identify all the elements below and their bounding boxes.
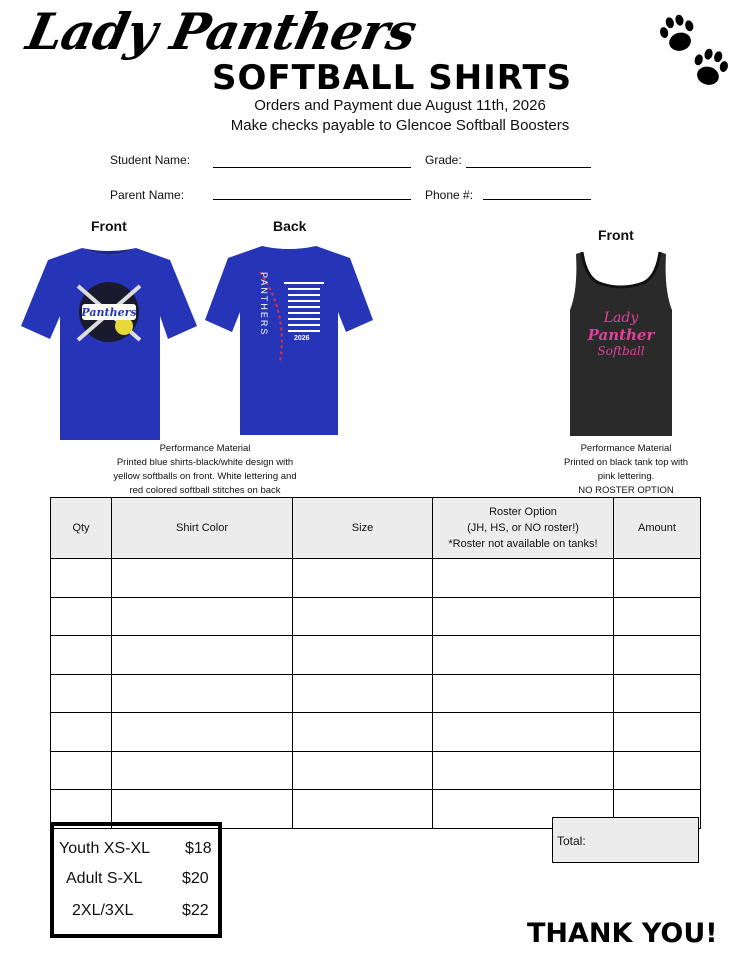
amount-cell[interactable] [614, 636, 701, 675]
tee-description-line: red colored softball stitches on back [129, 485, 281, 496]
table-row [51, 751, 701, 790]
table-row [51, 636, 701, 675]
roster-option-cell[interactable] [433, 597, 614, 636]
tank-front-label: Front [598, 227, 634, 243]
tee-back-label: Back [273, 218, 307, 234]
roster-option-cell[interactable] [433, 674, 614, 713]
amount-cell[interactable] [614, 597, 701, 636]
size-cell[interactable] [293, 559, 433, 598]
table-row [51, 674, 701, 713]
size-cell[interactable] [293, 674, 433, 713]
shirt-color-cell[interactable] [112, 674, 293, 713]
price-label: Adult S-XL [66, 870, 143, 887]
tank-description [546, 442, 706, 498]
order-table [50, 497, 701, 829]
tank-description-line: Printed on black tank top with [563, 457, 689, 468]
order-table-body [51, 559, 701, 829]
total-box[interactable] [552, 817, 699, 863]
due-date-line: Orders and Payment due August 11th, 2026 [254, 97, 546, 114]
tee-front-logo-text: Panthers [81, 306, 137, 319]
qty-cell[interactable] [51, 636, 112, 675]
phone-field[interactable] [483, 199, 591, 200]
grade-field[interactable] [466, 167, 591, 168]
table-row [51, 559, 701, 598]
roster-header-line: Roster Option [489, 506, 557, 518]
roster-header-line: *Roster not available on tanks! [448, 538, 598, 550]
roster-option-cell[interactable] [433, 636, 614, 675]
tank-print-line: Lady [603, 310, 639, 326]
size-header: Size [293, 498, 433, 559]
grade-label: Grade: [425, 153, 462, 167]
size-cell[interactable] [293, 790, 433, 829]
shirt-color-cell[interactable] [112, 751, 293, 790]
price-value: $18 [185, 840, 212, 857]
student-name-label: Student Name: [110, 153, 191, 167]
tank-front-image [568, 250, 674, 438]
price-label: 2XL/3XL [72, 902, 134, 919]
parent-name-label: Parent Name: [110, 188, 185, 202]
price-list [50, 822, 222, 938]
script-title: Lady Panthers [21, 2, 422, 61]
parent-name-field[interactable] [213, 199, 411, 200]
tank-description-line: pink lettering. [597, 471, 655, 482]
tee-back-vertical-text: PANTHERS [259, 272, 269, 337]
student-name-field[interactable] [213, 167, 411, 168]
page-title: SOFTBALL SHIRTS [212, 58, 573, 98]
qty-cell[interactable] [51, 559, 112, 598]
price-value: $20 [182, 870, 209, 887]
roster-option-cell[interactable] [433, 713, 614, 752]
amount-cell[interactable] [614, 674, 701, 713]
table-row [51, 713, 701, 752]
tank-description-line: Performance Material [580, 443, 672, 454]
tank-print-line: Softball [597, 344, 645, 358]
table-header-row [51, 498, 701, 559]
price-value: $22 [182, 902, 209, 919]
tee-description [100, 442, 310, 498]
tee-description-line: Printed blue shirts-black/white design with [116, 457, 294, 468]
qty-cell[interactable] [51, 713, 112, 752]
tee-description-line: Performance Material [159, 443, 251, 454]
price-label: Youth XS-XL [59, 840, 151, 857]
size-cell[interactable] [293, 751, 433, 790]
roster-option-cell[interactable] [433, 751, 614, 790]
shirt-color-cell[interactable] [112, 597, 293, 636]
tee-description-line: yellow softballs on front. White lettering and [113, 471, 297, 482]
roster-header-line: (JH, HS, or NO roster!) [467, 522, 579, 534]
roster-option-cell[interactable] [433, 559, 614, 598]
paw-print-icon [690, 46, 730, 90]
tank-description-line: NO ROSTER OPTION [578, 485, 674, 496]
size-cell[interactable] [293, 636, 433, 675]
tee-back-year: 2026 [294, 335, 310, 342]
table-row [51, 597, 701, 636]
roster-option-header [433, 498, 614, 559]
tee-front-image [20, 244, 198, 442]
total-label: Total: [557, 834, 586, 848]
qty-header: Qty [51, 498, 112, 559]
shirt-color-cell[interactable] [112, 559, 293, 598]
tee-front-label: Front [91, 218, 127, 234]
shirt-color-header: Shirt Color [112, 498, 293, 559]
qty-cell[interactable] [51, 751, 112, 790]
qty-cell[interactable] [51, 597, 112, 636]
payable-line: Make checks payable to Glencoe Softball Boosters [230, 117, 570, 134]
phone-label: Phone #: [425, 188, 474, 202]
qty-cell[interactable] [51, 674, 112, 713]
amount-header: Amount [614, 498, 701, 559]
thank-you-text: THANK YOU! [527, 918, 718, 949]
amount-cell[interactable] [614, 559, 701, 598]
amount-cell[interactable] [614, 751, 701, 790]
tee-back-image [204, 242, 374, 437]
size-cell[interactable] [293, 713, 433, 752]
amount-cell[interactable] [614, 713, 701, 752]
tank-print-line: Panther [587, 326, 655, 344]
size-cell[interactable] [293, 597, 433, 636]
shirt-color-cell[interactable] [112, 713, 293, 752]
shirt-color-cell[interactable] [112, 636, 293, 675]
